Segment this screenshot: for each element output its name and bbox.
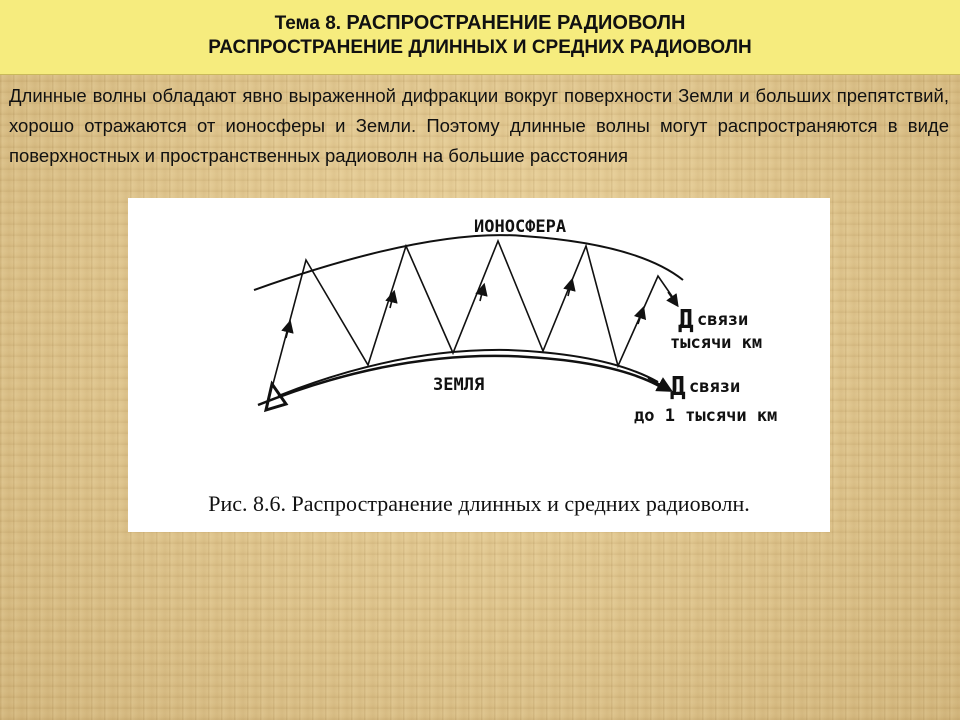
topic-title — [0, 0, 960, 36]
ground-range-d: Д — [670, 372, 686, 402]
topic-name: РАСПРОСТРАНЕНИЕ РАДИОВОЛН — [346, 12, 686, 34]
sky-wave-arrow — [390, 296, 393, 308]
ground-range-value: до 1 тысячи км — [634, 406, 778, 426]
sky-wave-arrow — [668, 292, 675, 302]
slide-subtitle: РАСПРОСТРАНЕНИЕ ДЛИННЫХ И СРЕДНИХ РАДИОВОЛН — [208, 37, 752, 58]
sky-wave-path — [273, 241, 676, 384]
sky-range-value: тысячи км — [670, 333, 763, 353]
body-paragraph: Длинные волны обладают явно выраженной дифракции вокруг поверхности Земли и больших препятствий, хорошо отражаются от ионосферы и Земли. Поэтому длинные волны могут распространяются в виде поверхностных и пространственных радиоволн на большие расстояния — [9, 85, 949, 166]
earth-label: ЗЕМЛЯ — [433, 375, 485, 395]
figure — [128, 198, 830, 532]
title-banner — [0, 0, 960, 75]
propagation-diagram — [128, 198, 830, 488]
topic-prefix: Тема 8. — [274, 13, 342, 34]
sky-range-d: Д — [678, 305, 694, 335]
ground-range-sub: связи — [689, 377, 741, 397]
sky-range-sub: связи — [697, 310, 749, 330]
figure-caption: Рис. 8.6. Распространение длинных и средних радиоволн. — [208, 491, 750, 516]
sky-wave-arrow — [480, 289, 483, 301]
ionosphere-label: ИОНОСФЕРА — [474, 217, 567, 237]
